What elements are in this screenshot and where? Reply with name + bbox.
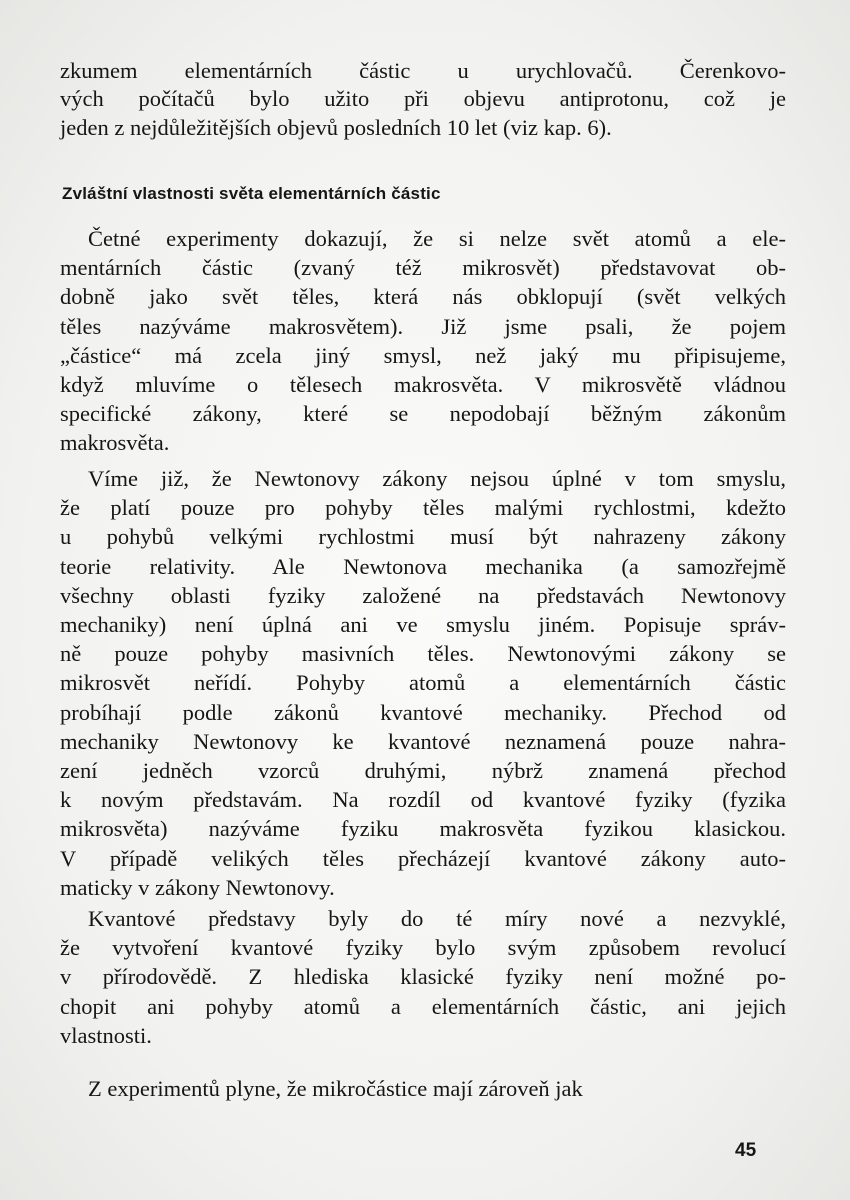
paragraph-line: Z experimentů plyne, že mikročástice mají zároveň jak bbox=[88, 1076, 583, 1101]
paragraph-line: teorie relativity. Ale Newtonova mechanika (a samozřejmě bbox=[60, 553, 786, 579]
paragraph-line: vlastnosti. bbox=[60, 1022, 152, 1048]
paragraph-line: „částice“ má zcela jiný smysl, než jaký mu připisujeme, bbox=[60, 342, 786, 368]
paragraph-line: mechaniky) není úplná ani ve smyslu jiném. Popisuje správ- bbox=[60, 612, 786, 637]
paragraph-line: V případě velikých těles přecházejí kvantové zákony auto- bbox=[60, 845, 786, 871]
paragraph-line: ně pouze pohyby masivních těles. Newtonovými zákony se bbox=[60, 641, 786, 667]
paragraph-line: k novým představám. Na rozdíl od kvantové fyziky (fyzika bbox=[60, 787, 786, 813]
page-number: 45 bbox=[735, 1140, 757, 1161]
paragraph-line: když mluvíme o tělesech makrosvěta. V mikrosvětě vládnou bbox=[60, 372, 786, 397]
paragraph-line: mikrosvět neřídí. Pohyby atomů a elementárních částic bbox=[60, 670, 786, 696]
paragraph-line: mikrosvěta) nazýváme fyziku makrosvěta fyzikou klasickou. bbox=[60, 816, 786, 842]
paragraph-line: mechaniky Newtonovy ke kvantové neznamená pouze nahra- bbox=[60, 728, 786, 754]
paragraph-line: maticky v zákony Newtonovy. bbox=[60, 874, 335, 900]
paragraph-line: v přírodovědě. Z hlediska klasické fyziky není možné po- bbox=[60, 964, 786, 990]
paragraph-line: že platí pouze pro pohyby těles malými rychlostmi, kdežto bbox=[60, 495, 786, 521]
paragraph-line: u pohybů velkými rychlostmi musí být nahrazeny zákony bbox=[60, 524, 786, 550]
paragraph-line: těles nazýváme makrosvětem). Již jsme psali, že pojem bbox=[60, 313, 786, 339]
section-heading: Zvláštní vlastnosti světa elementárních částic bbox=[62, 184, 441, 203]
paragraph-line: mentárních částic (zvaný též mikrosvět) představovat ob- bbox=[60, 255, 786, 281]
paragraph-line: dobně jako svět těles, která nás obklopují (svět velkých bbox=[60, 284, 786, 310]
paragraph-line: makrosvěta. bbox=[60, 430, 170, 456]
paragraph-line: že vytvoření kvantové fyziky bylo svým způsobem revolucí bbox=[60, 935, 786, 961]
paragraph-line: Kvantové představy byly do té míry nové a nezvyklé, bbox=[88, 906, 786, 931]
text-line: jeden z nejdůležitějších objevů posledních 10 let (viz kap. 6). bbox=[60, 115, 612, 140]
paragraph-line: probíhají podle zákonů kvantové mechaniky. Přechod od bbox=[60, 699, 786, 725]
paragraph-line: specifické zákony, které se nepodobají běžným zákonům bbox=[60, 401, 786, 427]
text-line: vých počítačů bylo užito při objevu antiprotonu, což je bbox=[60, 86, 786, 111]
paragraph-line: všechny oblasti fyziky založené na představách Newtonovy bbox=[60, 582, 786, 608]
paragraph-line: Četné experimenty dokazují, že si nelze svět atomů a ele- bbox=[88, 226, 786, 251]
paragraph-line: chopit ani pohyby atomů a elementárních částic, ani jejich bbox=[60, 993, 786, 1019]
paragraph-line: Víme již, že Newtonovy zákony nejsou úplné v tom smyslu, bbox=[88, 466, 786, 491]
paragraph-line: zení jedněch vzorců druhými, nýbrž znamená přechod bbox=[60, 758, 786, 783]
text-line: zkumem elementárních částic u urychlovačů. Čerenkovo- bbox=[60, 58, 786, 83]
